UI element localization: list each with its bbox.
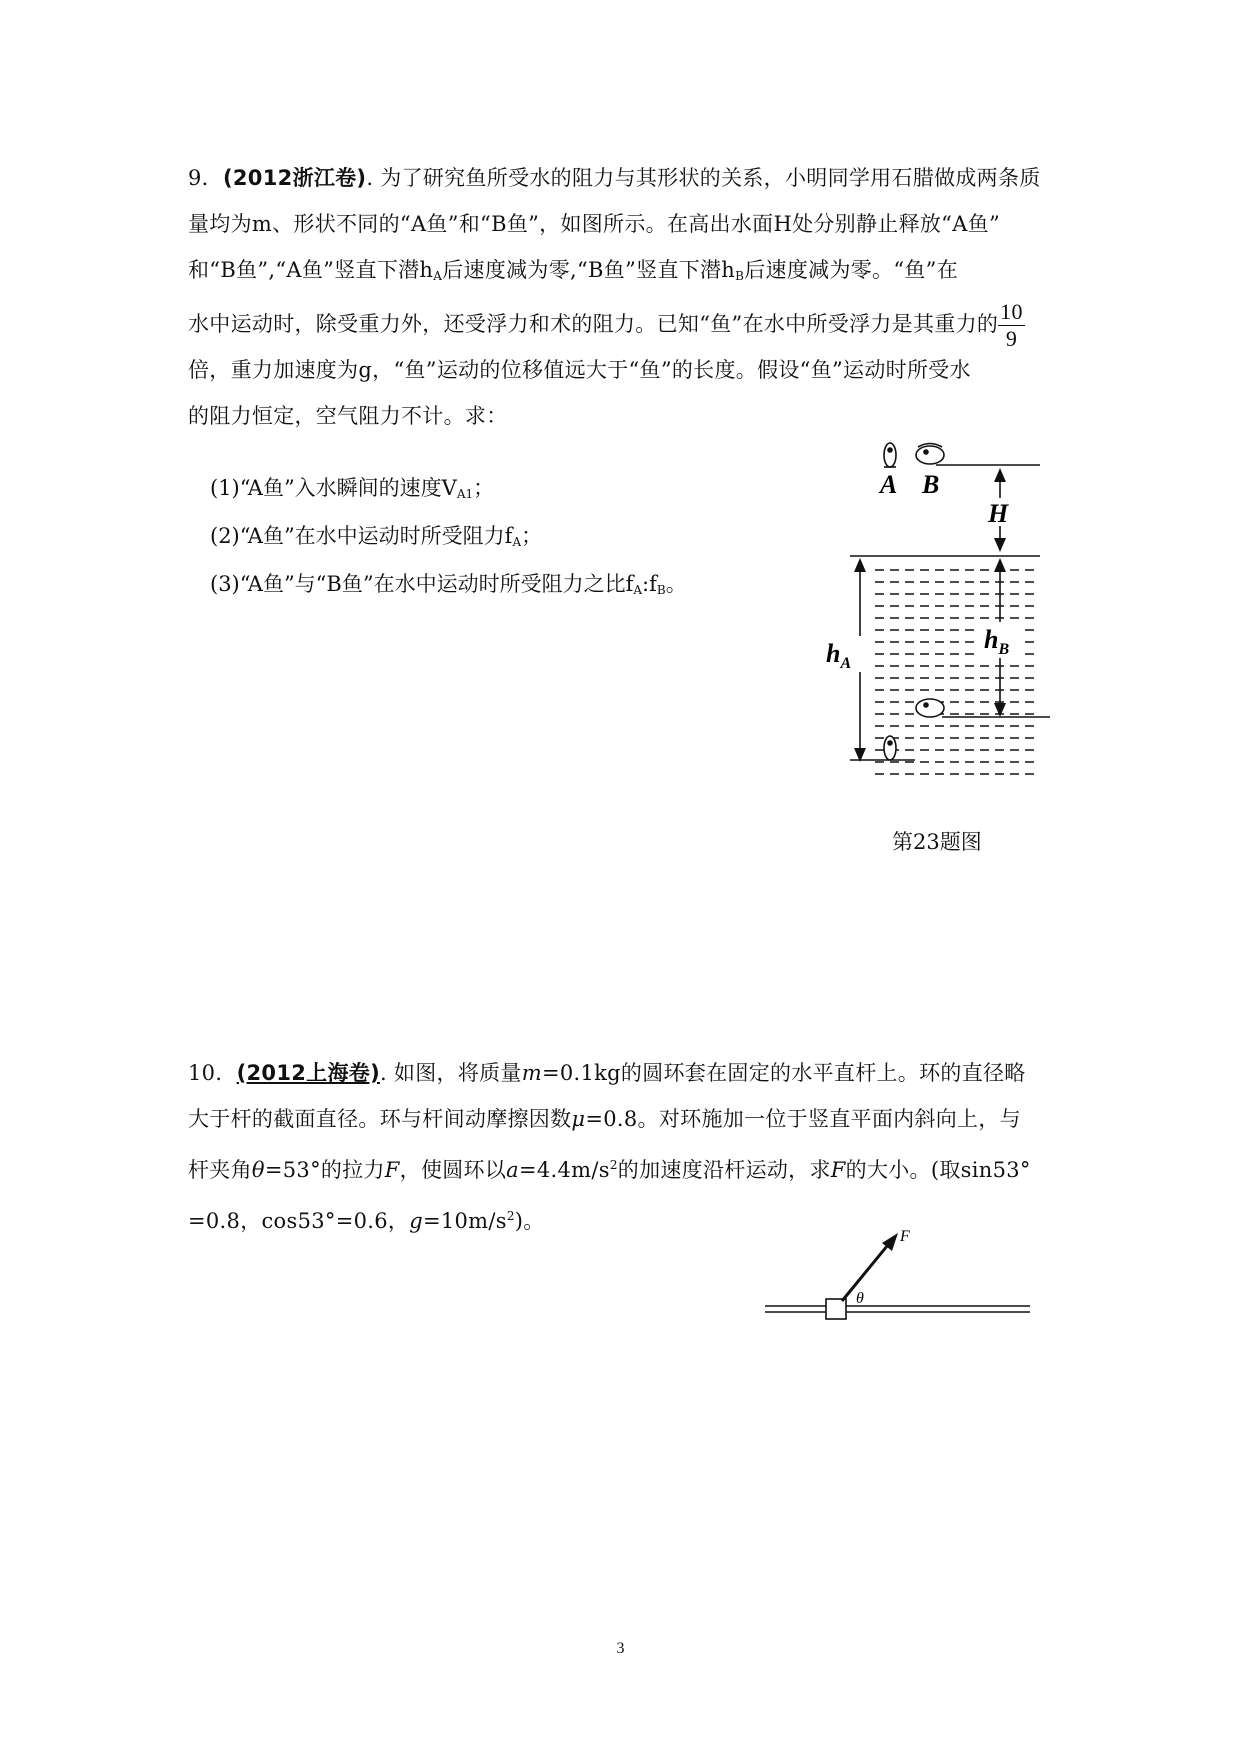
ring-rod-diagram <box>760 1225 1040 1335</box>
question-number: 10． <box>188 1061 237 1085</box>
question-9-text: 9．(2012浙江卷). 为了研究鱼所受水的阻力与其形状的关系，小明同学用石腊做成两条质 量均为m、形状不同的“A鱼”和“B鱼”，如图所示。在高出水面H处分别静止释放“A鱼” 和“B鱼”,“A鱼”竖直下潜$h_A$后速度减为零,“B鱼”竖直下潜$h_B$后速度减为零。“鱼”在 水中运动时，除受重力外，还受浮力和术的阻力。已知“鱼”在水中所受浮力是其重力的 $\frac{10}{9}$ 倍，重力加速度为g，“鱼”运动的位移值远大于“鱼”的长度。假设“鱼”运动时所受水 的阻力恒定，空气阻力不计。求： <box>188 166 1041 428</box>
sub-question-3: (3)“A鱼”与“B鱼”在水中运动时所受阻力之比$f_A:f_B$。 <box>210 572 687 597</box>
label-theta: θ <box>856 1290 864 1307</box>
fish-b-icon <box>916 444 944 465</box>
sub-question-2: (2)“A鱼”在水中运动时所受阻力$f_A$； <box>210 524 543 549</box>
label-hb: $h_B$ <box>984 625 1010 658</box>
question-number: 9． <box>188 166 223 190</box>
question-10-text: 10．(2012上海卷). 如图，将质量m=0.1kg的圆环套在固定的水平直杆上。环的直径略 大于杆的截面直径。环与杆间动摩擦因数μ=0.8。对环施加一位于竖直平面内斜向上，与 杆夹角θ=53°的拉力F，使圆环以$a=4.4m/s^2$的加速度沿杆运动，求F的大小。(取sin53° =0.8，cos53°=0.6，$g=10m/s^2$)。 <box>188 1061 1031 1233</box>
label-f: F <box>900 1228 910 1245</box>
label-b: B <box>922 470 940 499</box>
page-number: 3 <box>616 1640 625 1657</box>
figure-caption: 第23题图 <box>892 830 982 854</box>
label-a: A <box>880 470 898 499</box>
question-source: (2012浙江卷) <box>222 166 367 190</box>
ring-icon <box>826 1299 846 1319</box>
fish-a-final-icon <box>884 736 896 760</box>
sub-question-1: (1)“A鱼”入水瞬间的速度$V_{A1}$； <box>210 476 495 501</box>
label-ha: $h_A$ <box>826 639 852 672</box>
fish-diagram <box>820 430 1080 800</box>
fraction: $\frac{10}{9}$ <box>1000 299 1023 351</box>
question-source: (2012上海卷) <box>236 1061 380 1085</box>
label-h: H <box>988 499 1009 528</box>
fish-b-final-icon <box>916 699 944 717</box>
fish-a-icon <box>884 443 896 467</box>
